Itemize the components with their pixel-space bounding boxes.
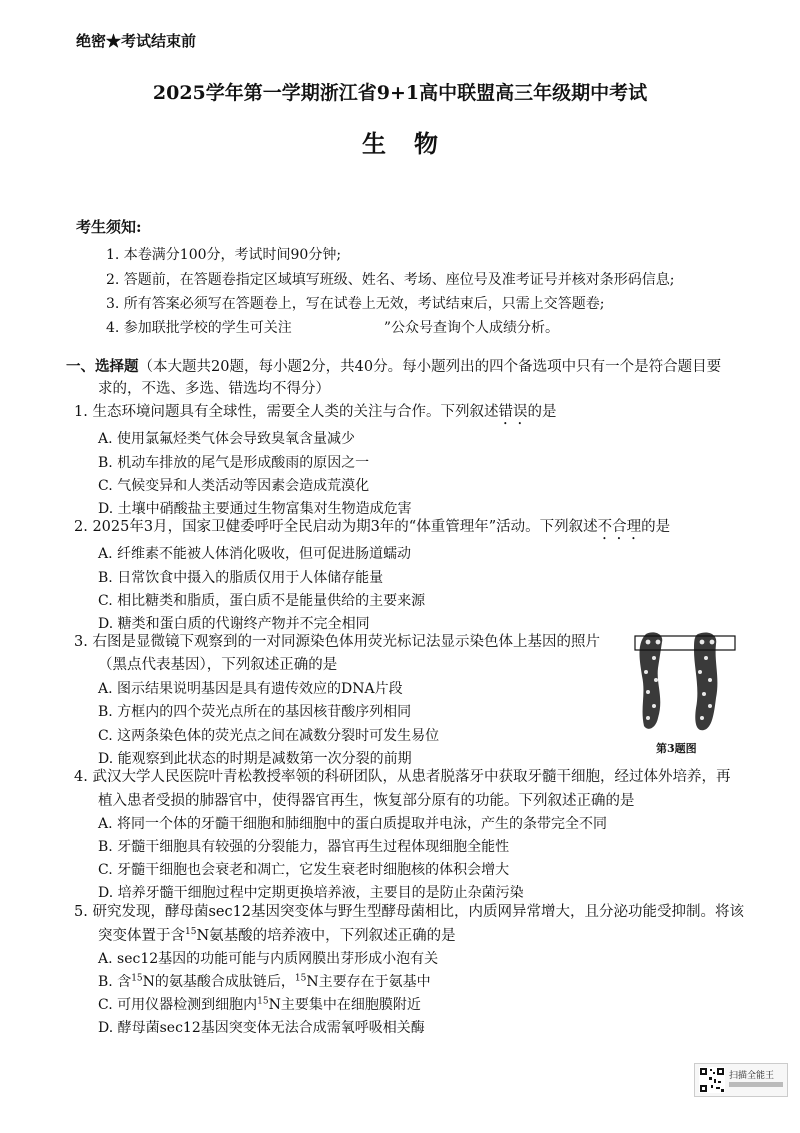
isotope-superscript: 15 [185, 927, 197, 938]
scanner-label: 扫描全能王 [729, 1071, 775, 1081]
q1-option-c: C. 气候变异和人类活动等因素会造成荒漠化 [98, 478, 370, 494]
subject-title: 生物 [362, 129, 466, 158]
q4-option-c: C. 牙髓干细胞也会衰老和凋亡，它发生衰老时细胞核的体积会增大 [98, 862, 510, 878]
figure-caption: 第3题图 [656, 742, 697, 755]
stem-text: 突变体置于含 [98, 928, 185, 944]
q2-option-a: A. 纤维素不能被人体消化吸收，但可促进肠道蠕动 [98, 546, 412, 562]
notice-item [106, 317, 559, 337]
notice-item-part: ”公众号查询个人成绩分析。 [383, 320, 559, 336]
stem-text: 的是 [641, 519, 671, 535]
chromosome-left [640, 632, 663, 728]
option-text: B. 含 [98, 974, 132, 990]
q3-option-d: D. 能观察到此状态的时期是减数第一次分裂的前期 [98, 751, 412, 767]
stem-emphasis: 不合理 [597, 519, 642, 535]
question-5-stem-line1: 5. 研究发现，酵母菌sec12基因突变体与野生型酵母菌相比，内质网异常增大，且分泌功能受抑制。将该 [74, 904, 745, 920]
question-3-stem-line1: 3. 右图是显微镜下观察到的一对同源染色体用荧光标记法显示染色体上基因的照片 [74, 634, 600, 650]
q3-option-c: C. 这两条染色体的荧光点之间在减数分裂时可发生易位 [98, 728, 440, 744]
notice-item: 1. 本卷满分100分，考试时间90分钟; [106, 247, 342, 263]
q4-option-a: A. 将同一个体的牙髓干细胞和肺细胞中的蛋白质提取并电泳，产生的条带完全不同 [98, 816, 608, 832]
secret-label: 绝密★考试结束前 [76, 32, 197, 50]
q1-option-b: B. 机动车排放的尾气是形成酸雨的原因之一 [98, 455, 370, 471]
option-text: N主要存在于氨基中 [306, 974, 431, 990]
q1-option-d: D. 土壤中硝酸盐主要通过生物富集对生物造成危害 [98, 501, 412, 517]
section-desc: （本大题共20题，每小题2分，共40分。每小题列出的四个备选项中只有一个是符合题目要 [138, 359, 722, 375]
question-5-stem-line2 [98, 924, 456, 945]
stem-text: N氨基酸的培养液中，下列叙述正确的是 [196, 928, 456, 944]
isotope-superscript: 15 [257, 996, 269, 1007]
scanner-subline [729, 1082, 783, 1087]
option-text: N的氨基酸合成肽链后， [142, 974, 295, 990]
stem-text: 1. 生态环境问题具有全球性，需要全人类的关注与合作。下列叙述 [74, 404, 499, 420]
chromosome-figure [632, 628, 740, 736]
qr-code-icon [699, 1067, 725, 1093]
q5-option-d: D. 酵母菌sec12基因突变体无法合成需氧呼吸相关酶 [98, 1020, 425, 1036]
question-1-stem [74, 402, 764, 428]
q2-option-c: C. 相比糖类和脂质，蛋白质不是能量供给的主要来源 [98, 593, 426, 609]
stem-text: 的是 [527, 404, 557, 420]
q2-option-b: B. 日常饮食中摄入的脂质仅用于人体储存能量 [98, 570, 384, 586]
option-text: N主要集中在细胞膜附近 [268, 997, 421, 1013]
q5-option-b [98, 971, 431, 991]
q3-option-b: B. 方框内的四个荧光点所在的基因核苷酸序列相同 [98, 704, 412, 720]
scanner-badge [694, 1063, 788, 1097]
q4-option-b: B. 牙髓干细胞具有较强的分裂能力，器官再生过程体现细胞全能性 [98, 839, 510, 855]
q1-option-a: A. 使用氯氟烃类气体会导致臭氧含量减少 [98, 431, 356, 447]
notice-item: 3. 所有答案必须写在答题卷上，写在试卷上无效，考试结束后，只需上交答题卷; [106, 296, 605, 312]
exam-title: 2025学年第一学期浙江省9+1高中联盟高三年级期中考试 [152, 82, 648, 104]
isotope-superscript: 15 [131, 973, 143, 984]
q4-option-d: D. 培养牙髓干细胞过程中定期更换培养液，主要目的是防止杂菌污染 [98, 885, 524, 901]
question-4-stem-line1: 4. 武汉大学人民医院叶青松教授率领的科研团队，从患者脱落牙中获取牙髓干细胞，经过体外培养，再 [74, 769, 731, 785]
chromosome-right [694, 632, 717, 730]
section-heading [66, 356, 756, 378]
section-title: 一、选择题 [66, 358, 139, 375]
q3-option-a: A. 图示结果说明基因是具有遗传效应的DNA片段 [98, 681, 403, 697]
q2-option-d: D. 糖类和蛋白质的代谢终产物并不完全相同 [98, 616, 370, 632]
stem-text: 2. 2025年3月，国家卫健委呼吁全民启动为期3年的“体重管理年”活动。下列叙述 [74, 519, 598, 535]
notice-item-part: 4. 参加联批学校的学生可关注 [106, 320, 292, 336]
q5-option-a: A. sec12基因的功能可能与内质网膜出芽形成小泡有关 [98, 951, 439, 967]
section-desc-cont: 求的，不选、多选、错选均不得分） [98, 381, 330, 397]
question-2-stem [74, 517, 764, 543]
isotope-superscript: 15 [294, 973, 307, 984]
notice-heading: 考生须知: [76, 218, 142, 236]
stem-emphasis: 错误 [498, 404, 528, 420]
question-4-stem-line2: 植入患者受损的肺器官中，使得器官再生，恢复部分原有的功能。下列叙述正确的是 [98, 793, 635, 809]
notice-item: 2. 答题前，在答题卷指定区域填写班级、姓名、考场、座位号及准考证号并核对条形码信息; [106, 272, 675, 288]
question-3-stem-line2: （黑点代表基因），下列叙述正确的是 [98, 657, 338, 673]
q5-option-c [98, 994, 421, 1014]
option-text: C. 可用仪器检测到细胞内 [98, 997, 258, 1013]
